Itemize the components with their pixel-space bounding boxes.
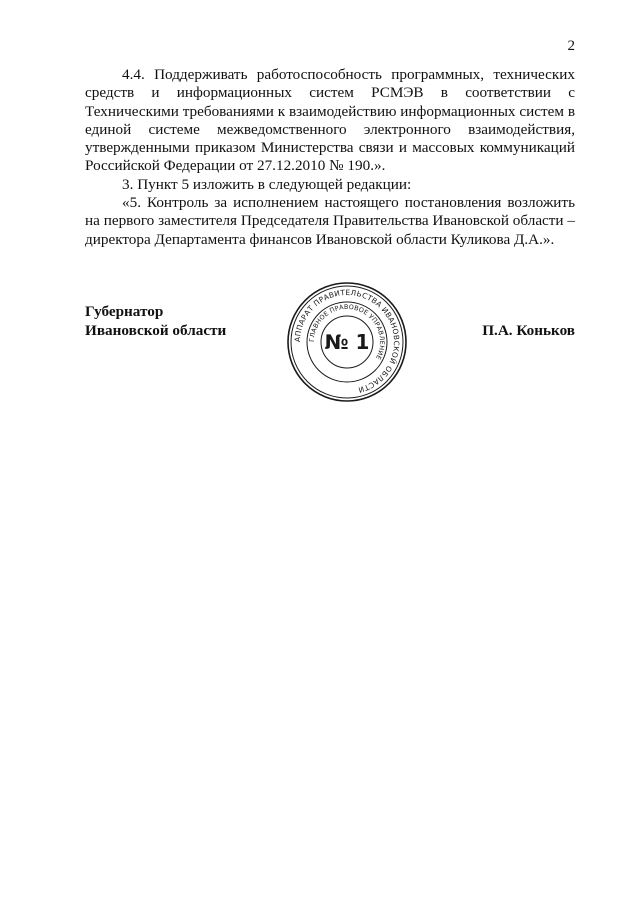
official-seal-stamp [285,280,409,404]
paragraph-item-5: «5. Контроль за исполнением настоящего постановления возложить на первого заместителя Председателя Правительства Ивановской области – директора Департамента финансов Ивановской области Куликова Д.А.». [85,194,575,248]
signatory-title-line1: Губернатор [85,303,164,320]
paragraph-4-4: 4.4. Поддерживать работоспособность программных, технических средств и информационных систем РСМЭВ в соответствии с Техническими требованиями к взаимодействию информационных систем в единой системе межведомственного электронного взаимодействия, утвержденными приказом Министерства связи и массовых коммуникаций Российской Федерации от 27.12.2010 № 190.». [85,66,575,175]
paragraph-item-3: 3. Пункт 5 изложить в следующей редакции: [122,175,412,193]
body-text [85,66,575,249]
seal-number: № 1 [324,330,370,354]
page-number: 2 [567,38,575,54]
signatory-title-line2: Ивановской области [85,322,227,339]
seal-ring-text: АППАРАТ ПРАВИТЕЛЬСТВА ИВАНОВСКОЙ ОБЛАСТИ [292,287,402,395]
signatory-name: П.А. Коньков [482,322,575,339]
signatory-title [85,302,226,340]
seal-inner-text: ГЛАВНОЕ ПРАВОВОЕ УПРАВЛЕНИЕ [307,302,387,362]
